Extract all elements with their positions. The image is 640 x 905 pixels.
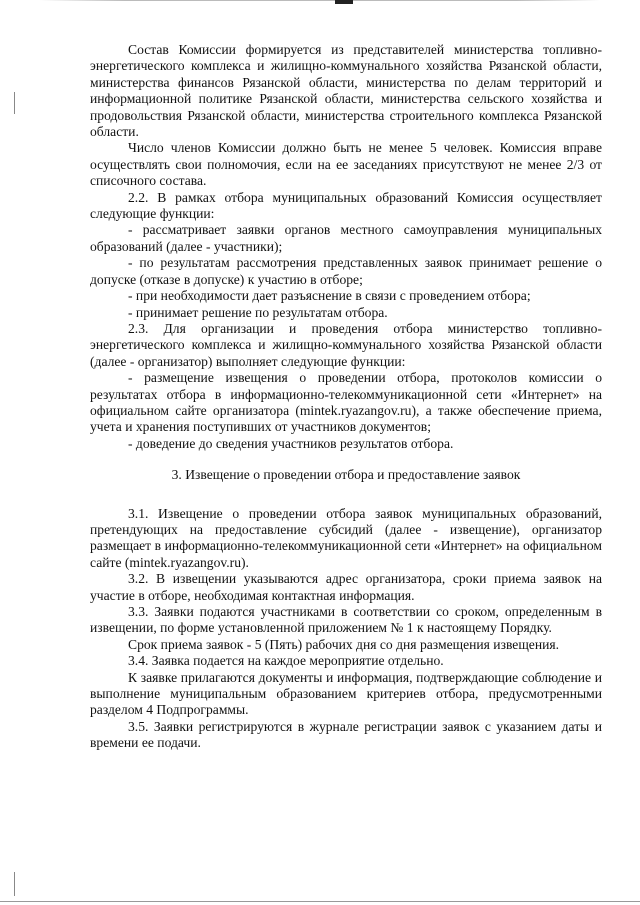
scan-bottom-edge [0,901,640,902]
scan-margin-mark [14,872,15,896]
paragraph: К заявке прилагаются документы и информация, подтверждающие соблюдение и выполнение муниципальным образованием критериев отбора, предусмотренными разделом 4 Подпрограммы. [90,669,602,718]
paragraph: Состав Комиссии формируется из представителей министерства топливно-энергетического комплекса и жилищно-коммунального хозяйства Рязанской области, министерства финансов Рязанской области, министерства по делам территорий и информационной политике Рязанской области, министерства сельского хозяйства и продовольствия Рязанской области, министерства строительного комплекса Рязанской области. [90,42,602,140]
list-item: - доведение до сведения участников результатов отбора. [128,435,454,451]
list-item: - рассматривает заявки органов местного самоуправления муниципальных образований (далее - участники); [90,222,602,254]
list-item: - принимает решение по результатам отбора. [128,304,388,320]
paragraph: 2.2. В рамках отбора муниципальных образований Комиссия осуществляет следующие функции: [90,189,602,222]
paragraph: 3.3. Заявки подаются участниками в соответствии со сроком, определенным в извещении, по форме установленной приложением № 1 к настоящему Порядку. [90,604,602,636]
paragraph: Число членов Комиссии должно быть не менее 5 человек. Комиссия вправе осуществлять свои полномочия, если на ее заседаниях присутствуют не менее 2/3 от списочного состава. [90,140,602,189]
paragraph: 3.4. Заявка подается на каждое мероприятие отдельно. [128,653,444,669]
paragraph: Срок приема заявок - 5 (Пять) рабочих дня со дня размещения извещения. [128,636,560,652]
section-heading: 3. Извещение о проведении отбора и предоставление заявок [171,467,521,483]
list-item: - размещение извещения о проведении отбора, протоколов комиссии о результатах отбора в информационно-телекоммуникационной сети «Интернет» на официальном сайте организатора (mintek.ryazangov.ru), а также обеспечение приема, учета и хранения поступивших от участников документов; [90,370,602,435]
scan-top-edge [40,0,600,1]
paragraph: 3.1. Извещение о проведении отбора заявок муниципальных образований, претендующих на предоставление субсидий (далее - извещение), организатор размещает в информационно-телекоммуникационной сети «Интернет» на официальном сайте (mintek.ryazangov.ru). [90,505,602,570]
list-item: - по результатам рассмотрения представленных заявок принимает решение о допуске (отказе в допуске) к участию в отборе; [90,255,602,287]
document-page [90,42,602,752]
scan-staple-mark [335,0,353,4]
paragraph: 3.2. В извещении указываются адрес организатора, сроки приема заявок на участие в отборе, необходимая контактная информация. [90,571,602,603]
scan-margin-mark [14,92,15,114]
list-item: - при необходимости дает разъяснение в связи с проведением отбора; [128,288,531,304]
paragraph: 3.5. Заявки регистрируются в журнале регистрации заявок с указанием даты и времени ее подачи. [90,718,602,751]
paragraph: 2.3. Для организации и проведения отбора министерство топливно-энергетического комплекса и жилищно-коммунального хозяйства Рязанской области (далее - организатор) выполняет следующие функции: [90,320,602,369]
